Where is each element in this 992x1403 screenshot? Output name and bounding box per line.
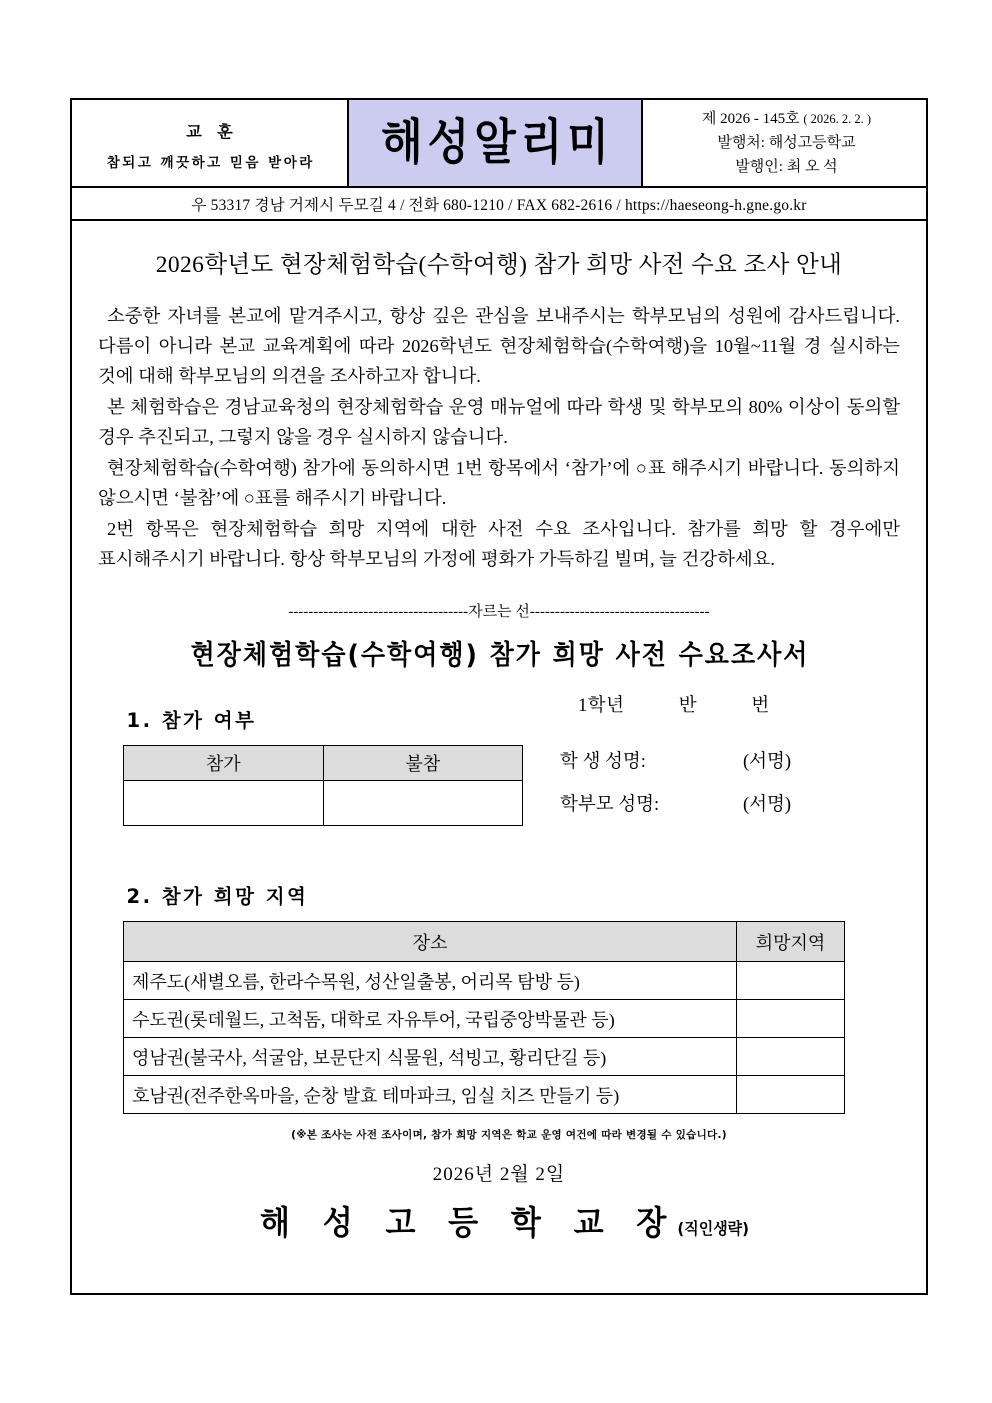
- motto-title: 교 훈: [186, 122, 238, 141]
- student-signature-mark: (서명): [743, 752, 792, 772]
- page-title: 2026학년도 현장체험학습(수학여행) 참가 희망 사전 수요 조사 안내: [155, 252, 843, 278]
- table-header-row: [124, 922, 845, 962]
- table-row: [124, 1000, 845, 1038]
- cut-line: ------------------------------------자르는 선------------------------------------: [288, 604, 710, 620]
- paragraph: 본 체험학습은 경남교육청의 현장체험학습 운영 매뉴얼에 따라 학생 및 학부모의 80% 이상이 동의할 경우 추진되고, 그렇지 않을 경우 실시하지 않습니다.: [98, 397, 900, 447]
- signature-date: 2026년 2월 2일: [432, 1164, 566, 1185]
- form-title: 현장체험학습(수학여행) 참가 희망 사전 수요조사서: [190, 638, 810, 671]
- paragraph: 소중한 자녀를 본교에 맡겨주시고, 항상 깊은 관심을 보내주시는 학부모님의 성원에 감사드립니다. 다름이 아니라 본교 교육계획에 따라 2026학년도 현장체험학습(수학여행)을 10월~11월 경 실시하는 것에 대해 학부모님의 의견을 조사하고자 합니다.: [98, 306, 900, 386]
- student-name-label: 학 생 성명:: [560, 752, 646, 772]
- table-row: [124, 781, 523, 826]
- region-place-cell: 수도권(롯데월드, 고척돔, 대학로 자유투어, 국립중앙박물관 등): [124, 1000, 737, 1038]
- signature-school: [98, 1196, 900, 1244]
- table-header-cell: 참가: [124, 746, 324, 781]
- motto-text: 참되고 깨끗하고 믿음 받아라: [106, 155, 315, 171]
- table-row: [124, 1038, 845, 1076]
- region-place-cell: 제주도(새별오름, 한라수목원, 성산일출봉, 어리목 탐방 등): [124, 962, 737, 1000]
- section1-heading: 1. 참가 여부: [126, 709, 257, 732]
- region-choice-cell[interactable]: [737, 1076, 845, 1114]
- table-header-cell: 장소: [124, 922, 737, 962]
- paragraph: 2번 항목은 현장체험학습 희망 지역에 대한 사전 수요 조사입니다. 참가를 희망 할 경우에만 표시해주시기 바랍니다. 항상 학부모님의 가정에 평화가 가득하길 빌며, 늘 건강하세요.: [98, 519, 900, 569]
- region-table: [123, 921, 845, 1114]
- editor-label: 발행인: 최 오 석: [735, 159, 838, 176]
- document-body: [72, 221, 926, 1242]
- paragraph: 현장체험학습(수학여행) 참가에 동의하시면 1번 항목에서 ‘참가’에 ○표 해주시기 바랍니다. 동의하지 않으시면 ‘불참’에 ○표를 해주시기 바랍니다.: [98, 458, 900, 508]
- student-name-row: [560, 747, 890, 773]
- table-footnote: (※본 조사는 사전 조사이며, 참가 희망 지역은 학교 운영 여건에 따라 변경될 수 있습니다.): [291, 1129, 727, 1141]
- school-principal-title: 해 성 고 등 학 교 장: [259, 1204, 678, 1243]
- region-place-cell: 영남권(불국사, 석굴암, 보문단지 식물원, 석빙고, 황리단길 등): [124, 1038, 737, 1076]
- section-region: [98, 881, 900, 1242]
- address-bar: 우 53317 경남 거제시 두모길 4 / 전화 680-1210 / FAX 682-2616 / https://haeseong-h.gne.go.kr: [72, 188, 926, 221]
- masthead: [72, 100, 926, 188]
- participation-table: [123, 745, 523, 826]
- newsletter-page: [70, 98, 928, 1295]
- banner-title: 해성알리미: [381, 114, 614, 171]
- parent-name-label: 학부모 성명:: [560, 795, 660, 815]
- publisher-label: 발행처: 해성고등학교: [717, 134, 856, 151]
- participation-yes-cell[interactable]: [124, 781, 324, 826]
- table-header-cell: 불참: [323, 746, 523, 781]
- class-label: 반: [678, 696, 698, 716]
- parent-signature-mark: (서명): [743, 795, 792, 815]
- newsletter-banner: [349, 100, 643, 186]
- section-participation: [98, 696, 900, 855]
- issue-info-cell: [643, 100, 926, 186]
- school-motto-cell: [72, 100, 349, 186]
- region-choice-cell[interactable]: [737, 962, 845, 1000]
- seal-omitted-note: (직인생략): [677, 1218, 750, 1239]
- table-row: [124, 962, 845, 1000]
- grade-label: 1학년: [578, 696, 625, 716]
- student-info-block: [560, 691, 890, 833]
- table-row: [124, 1076, 845, 1114]
- participation-no-cell[interactable]: [323, 781, 523, 826]
- region-place-cell: 호남권(전주한옥마을, 순창 발효 테마파크, 임실 치즈 만들기 등): [124, 1076, 737, 1114]
- issue-number: 제 2026 - 145호: [701, 110, 800, 127]
- parent-name-row: [560, 790, 890, 816]
- number-label: 번: [751, 696, 770, 716]
- region-choice-cell[interactable]: [737, 1000, 845, 1038]
- section2-heading: 2. 참가 희망 지역: [126, 885, 309, 908]
- issue-number-line: [702, 107, 871, 131]
- issue-date: ( 2026. 2. 2. ): [803, 111, 872, 126]
- region-choice-cell[interactable]: [737, 1038, 845, 1076]
- table-header-row: [124, 746, 523, 781]
- table-header-cell: 희망지역: [737, 922, 845, 962]
- grade-class-number-line: [560, 691, 890, 717]
